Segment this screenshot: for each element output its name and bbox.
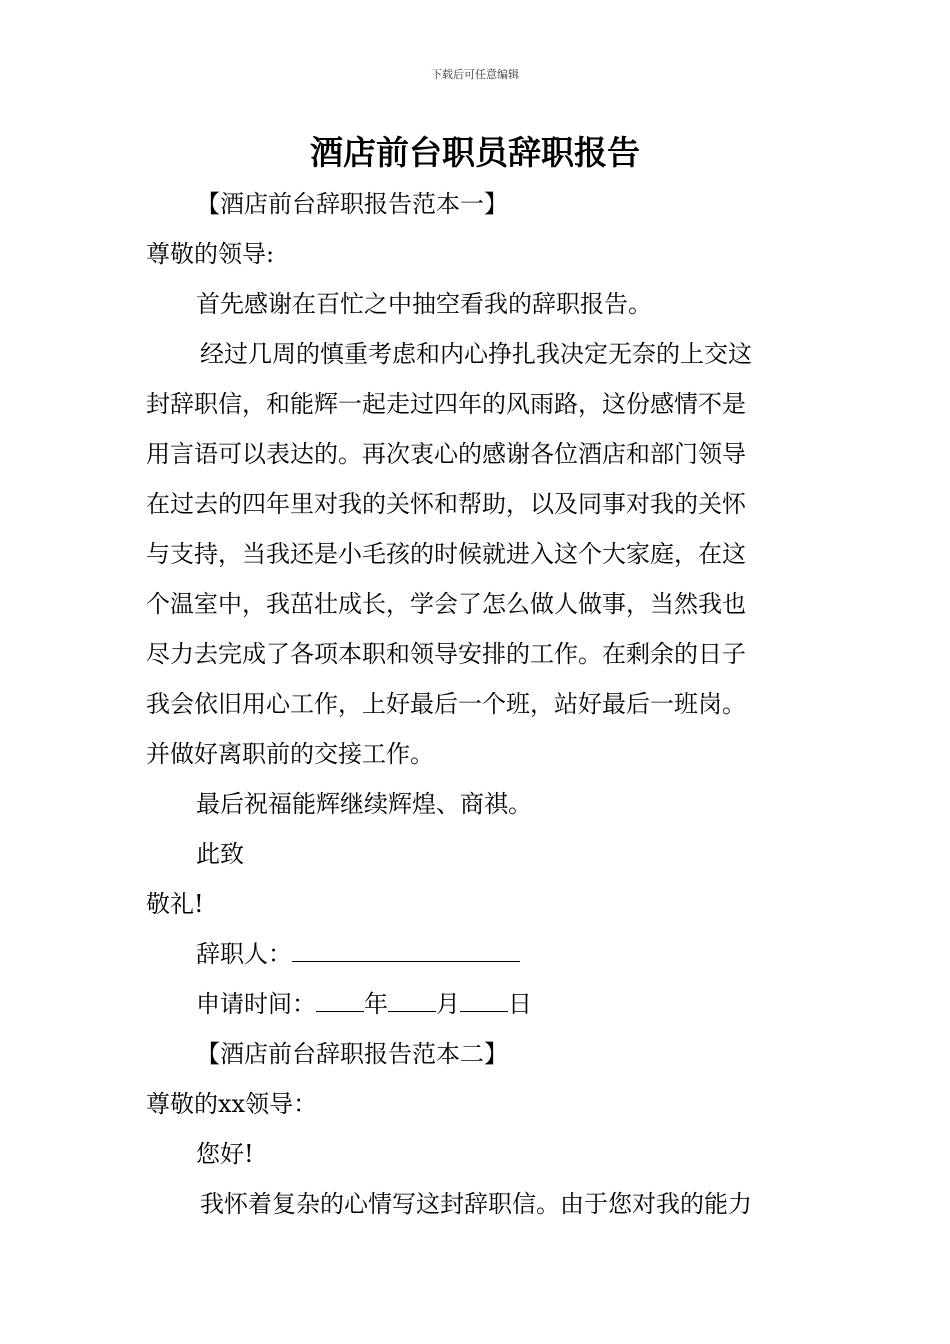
resigner-label: 辞职人： [196, 940, 292, 968]
date-label: 申请时间： [196, 990, 316, 1018]
day-blank [460, 989, 508, 1012]
header-note: 下载后可任意编辑 [431, 68, 519, 81]
section1-salutation: 尊敬的领导: [146, 240, 275, 268]
section1-paragraph2-line: 用言语可以表达的。再次衷心的感谢各位酒店和部门领导 [146, 440, 746, 468]
section1-paragraph2-line: 个温室中，我茁壮成长，学会了怎么做人做事，当然我也 [146, 590, 746, 618]
section2-heading: 【酒店前台辞职报告范本二】 [196, 1040, 508, 1068]
month-blank [388, 989, 436, 1012]
section1-paragraph2-line: 尽力去完成了各项本职和领导安排的工作。在剩余的日子 [146, 640, 746, 668]
section1-paragraph1: 首先感谢在百忙之中抽空看我的辞职报告。 [196, 290, 652, 318]
section1-paragraph2-line: 经过几周的慎重考虑和内心挣扎我决定无奈的上交这 [200, 340, 752, 368]
date-line [196, 984, 532, 1019]
document-title: 酒店前台职员辞职报告 [310, 133, 640, 172]
day-label: 日 [508, 990, 532, 1018]
resigner-blank [292, 939, 520, 962]
month-label: 月 [436, 990, 460, 1018]
section1-paragraph2-line: 我会依旧用心工作，上好最后一个班，站好最后一班岗。 [146, 690, 746, 718]
closing-line1: 此致 [196, 840, 244, 868]
resigner-line [196, 934, 520, 969]
section1-paragraph2-line: 并做好离职前的交接工作。 [146, 740, 434, 768]
section1-paragraph2-line: 封辞职信，和能辉一起走过四年的风雨路，这份感情不是 [146, 390, 746, 418]
closing-line2: 敬礼! [146, 890, 204, 918]
section2-greeting: 您好! [196, 1140, 254, 1168]
section1-paragraph3: 最后祝福能辉继续辉煌、商祺。 [196, 790, 532, 818]
section1-paragraph2-line: 在过去的四年里对我的关怀和帮助，以及同事对我的关怀 [146, 490, 746, 518]
section2-salutation: 尊敬的xx领导： [146, 1090, 318, 1118]
section2-paragraph1-line: 我怀着复杂的心情写这封辞职信。由于您对我的能力 [200, 1190, 752, 1218]
section1-heading: 【酒店前台辞职报告范本一】 [196, 190, 508, 218]
year-blank [316, 989, 364, 1012]
year-label: 年 [364, 990, 388, 1018]
section1-paragraph2-line: 与支持，当我还是小毛孩的时候就进入这个大家庭，在这 [146, 540, 746, 568]
